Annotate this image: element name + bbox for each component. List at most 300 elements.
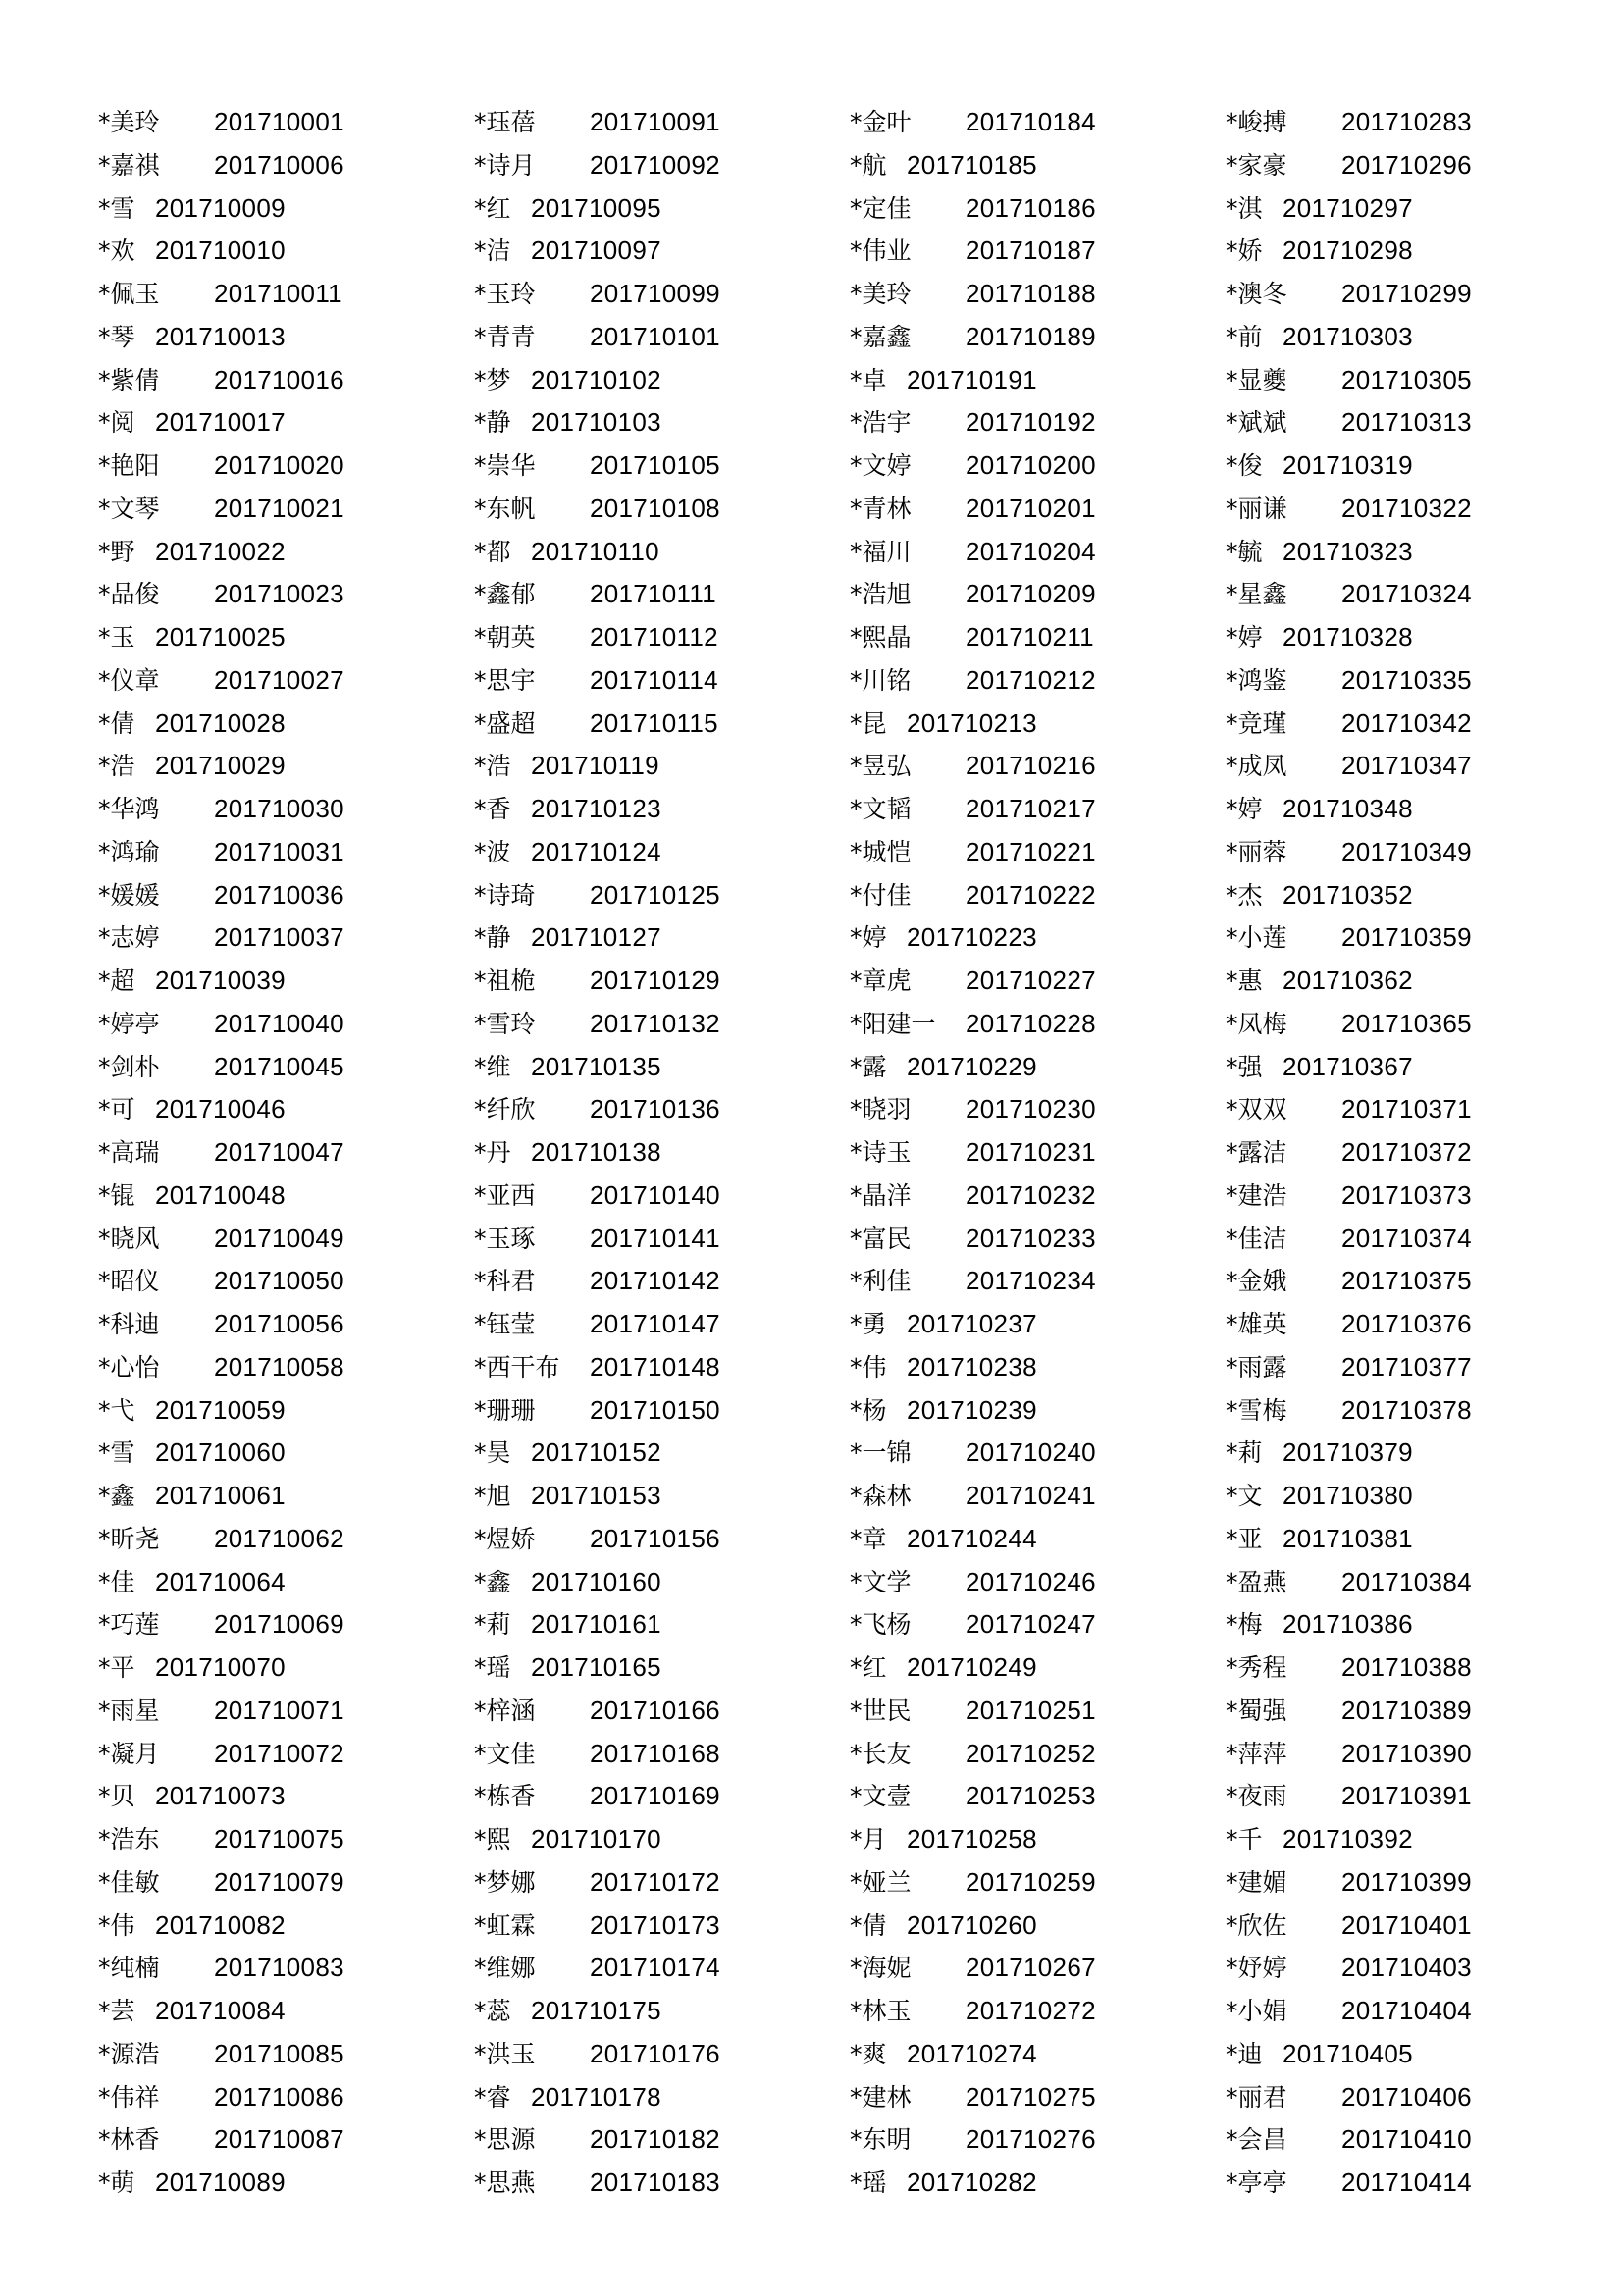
person-name: *贝 (98, 1782, 135, 1811)
person-name: *迪 (1226, 2039, 1263, 2068)
student-id: 201710217 (966, 794, 1096, 823)
person-name: *熙晶 (850, 623, 912, 652)
person-name: *丽蓉 (1226, 837, 1287, 866)
student-id: 201710274 (907, 2038, 1037, 2068)
student-id: 201710267 (966, 1953, 1096, 1983)
list-item (98, 187, 471, 231)
person-name: *诗琦 (474, 880, 536, 910)
student-id: 201710173 (590, 1909, 720, 1940)
list-item (850, 1775, 1223, 1818)
list-item (98, 2162, 471, 2205)
student-id: 201710185 (907, 149, 1037, 180)
list-item (474, 1303, 847, 1346)
student-id: 201710401 (1341, 1909, 1472, 1940)
student-id: 201710160 (531, 1566, 661, 1596)
list-item (474, 1990, 847, 2033)
person-name: *建浩 (1226, 1180, 1287, 1210)
student-id: 201710178 (531, 2081, 661, 2112)
list-item (850, 745, 1223, 788)
list-item (98, 788, 471, 831)
list-item (1226, 1475, 1598, 1518)
list-item (850, 488, 1223, 531)
list-item (98, 1775, 471, 1818)
person-name: *红 (474, 193, 511, 223)
list-item (98, 874, 471, 917)
student-id: 201710009 (155, 192, 286, 223)
person-name: *亚 (1226, 1524, 1263, 1553)
person-name: *崇华 (474, 451, 536, 480)
person-name: *雪 (98, 193, 135, 223)
student-id: 201710297 (1283, 192, 1413, 223)
list-item (850, 831, 1223, 874)
student-id: 201710092 (590, 149, 720, 180)
student-id: 201710110 (531, 536, 659, 566)
person-name: *雨星 (98, 1696, 160, 1725)
list-item (474, 1947, 847, 1990)
person-name: *千 (1226, 1825, 1263, 1853)
student-id: 201710276 (966, 2124, 1096, 2155)
person-name: *伟业 (850, 236, 912, 266)
person-name: *思宇 (474, 665, 536, 695)
list-item (850, 144, 1223, 187)
student-id: 201710389 (1341, 1695, 1472, 1725)
list-item (474, 1603, 847, 1646)
student-id: 201710184 (966, 107, 1096, 136)
person-name: *志婷 (98, 923, 160, 953)
list-item (474, 316, 847, 359)
list-item (474, 1818, 847, 1861)
student-id: 201710283 (1341, 107, 1472, 136)
list-item (98, 1218, 471, 1261)
person-name: *星鑫 (1226, 580, 1287, 609)
student-id: 201710223 (907, 922, 1037, 953)
person-name: *平 (98, 1653, 135, 1682)
person-name: *维娜 (474, 1954, 536, 1983)
person-name: *飞杨 (850, 1610, 912, 1640)
student-id: 201710168 (590, 1738, 720, 1768)
student-id: 201710135 (531, 1051, 661, 1081)
student-id: 201710392 (1283, 1824, 1413, 1853)
list-item (850, 1432, 1223, 1475)
student-id: 201710258 (907, 1824, 1037, 1853)
student-id: 201710249 (907, 1652, 1037, 1682)
person-name: *晶洋 (850, 1180, 912, 1210)
person-name: *娅兰 (850, 1867, 912, 1897)
student-id: 201710037 (214, 922, 344, 953)
person-name: *欣佐 (1226, 1910, 1287, 1940)
person-name: *朝英 (474, 623, 536, 652)
student-id: 201710023 (214, 579, 344, 609)
student-id: 201710247 (966, 1609, 1096, 1640)
student-id: 201710373 (1341, 1179, 1472, 1210)
person-name: *婷 (1226, 623, 1263, 652)
list-item (474, 1775, 847, 1818)
student-id: 201710124 (531, 836, 661, 866)
list-item (1226, 573, 1598, 616)
person-name: *惠 (1226, 966, 1263, 995)
person-name: *浩旭 (850, 580, 912, 609)
student-id: 201710017 (155, 407, 286, 438)
student-id: 201710141 (590, 1223, 720, 1253)
student-id: 201710125 (590, 879, 720, 910)
list-item (850, 1603, 1223, 1646)
person-name: *丽君 (1226, 2082, 1287, 2112)
person-name: *洪玉 (474, 2039, 536, 2068)
student-id: 201710016 (214, 364, 344, 394)
person-name: *峻搏 (1226, 108, 1287, 136)
student-id: 201710069 (214, 1609, 344, 1640)
person-name: *锟 (98, 1180, 135, 1210)
list-item (98, 1088, 471, 1131)
person-name: *诗玉 (850, 1138, 912, 1167)
list-item (98, 659, 471, 703)
student-id: 201710211 (966, 622, 1094, 652)
list-item (98, 316, 471, 359)
list-item (474, 488, 847, 531)
student-id: 201710379 (1283, 1437, 1413, 1468)
student-id: 201710048 (155, 1179, 286, 1210)
list-item (1226, 1603, 1598, 1646)
list-item (98, 1947, 471, 1990)
person-name: *双双 (1226, 1095, 1287, 1124)
student-id: 201710371 (1341, 1094, 1472, 1124)
list-item (474, 1905, 847, 1948)
student-id: 201710282 (907, 2167, 1037, 2197)
student-id: 201710352 (1283, 879, 1413, 910)
list-item (474, 874, 847, 917)
list-item (98, 1131, 471, 1174)
list-item (850, 101, 1223, 144)
person-name: *婷 (850, 923, 887, 953)
list-item (1226, 1561, 1598, 1604)
person-name: *小娟 (1226, 1997, 1287, 2025)
student-id: 201710365 (1341, 1008, 1472, 1038)
person-name: *莉 (474, 1610, 511, 1640)
list-item (474, 788, 847, 831)
person-name: *鑫 (98, 1482, 135, 1510)
person-name: *浩东 (98, 1825, 160, 1853)
person-name: *梦娜 (474, 1867, 536, 1897)
person-name: *亭亭 (1226, 2168, 1287, 2197)
list-item (474, 401, 847, 444)
student-id: 201710275 (966, 2081, 1096, 2112)
student-id: 201710209 (966, 579, 1096, 609)
student-id: 201710079 (214, 1866, 344, 1897)
list-item (850, 788, 1223, 831)
list-item (1226, 916, 1598, 960)
list-item (98, 2118, 471, 2162)
list-item (850, 1818, 1223, 1861)
student-id: 201710091 (590, 107, 720, 136)
person-name: *海妮 (850, 1954, 912, 1983)
list-item (1226, 659, 1598, 703)
person-name: *杨 (850, 1395, 887, 1425)
list-item (1226, 2033, 1598, 2076)
student-id: 201710105 (590, 450, 720, 480)
list-item (1226, 2118, 1598, 2162)
list-item (850, 1174, 1223, 1218)
person-name: *显夔 (1226, 365, 1287, 394)
student-id: 201710112 (590, 622, 718, 652)
student-id: 201710061 (155, 1481, 286, 1510)
list-item (1226, 1646, 1598, 1690)
student-id: 201710259 (966, 1866, 1096, 1897)
student-id: 201710086 (214, 2081, 344, 2112)
list-item (474, 1561, 847, 1604)
person-name: *美玲 (850, 280, 912, 308)
student-id: 201710188 (966, 279, 1096, 308)
person-name: *金叶 (850, 108, 912, 136)
person-name: *丽谦 (1226, 494, 1287, 523)
list-item (1226, 745, 1598, 788)
person-name: *弋 (98, 1395, 135, 1425)
student-id: 201710319 (1283, 450, 1413, 480)
student-id: 201710414 (1341, 2167, 1472, 2197)
list-item (98, 745, 471, 788)
student-id: 201710103 (531, 407, 661, 438)
person-name: *世民 (850, 1696, 912, 1725)
person-name: *波 (474, 837, 511, 866)
person-name: *静 (474, 923, 511, 953)
person-name: *秀程 (1226, 1653, 1287, 1682)
list-item (474, 230, 847, 273)
person-name: *盈燕 (1226, 1567, 1287, 1596)
list-item (474, 531, 847, 574)
list-item (474, 1733, 847, 1776)
student-id: 201710070 (155, 1652, 286, 1682)
list-item (474, 187, 847, 231)
list-item (850, 1646, 1223, 1690)
list-item (98, 144, 471, 187)
list-item (474, 616, 847, 659)
person-name: *佳 (98, 1567, 135, 1596)
person-name: *高瑞 (98, 1138, 160, 1167)
list-item (850, 316, 1223, 359)
student-id: 201710187 (966, 235, 1096, 266)
person-name: *福川 (850, 537, 912, 566)
student-id: 201710303 (1283, 321, 1413, 351)
student-id: 201710148 (590, 1351, 720, 1382)
student-id: 201710099 (590, 279, 720, 308)
person-name: *竞瑾 (1226, 708, 1287, 738)
person-name: *雪 (98, 1438, 135, 1468)
person-name: *小莲 (1226, 923, 1287, 953)
person-name: *玉 (98, 623, 135, 652)
student-id: 201710372 (1341, 1137, 1472, 1167)
person-name: *科君 (474, 1267, 536, 1296)
person-name: *思燕 (474, 2168, 536, 2197)
student-id: 201710182 (590, 2124, 720, 2155)
list-item (850, 401, 1223, 444)
person-name: *瑶 (850, 2168, 887, 2197)
student-id: 201710348 (1283, 794, 1413, 823)
list-item (474, 916, 847, 960)
student-id: 201710359 (1341, 922, 1472, 953)
student-id: 201710305 (1341, 364, 1472, 394)
student-id: 201710241 (966, 1481, 1096, 1510)
person-name: *丹 (474, 1138, 511, 1167)
student-id: 201710323 (1283, 536, 1413, 566)
person-name: *长友 (850, 1739, 912, 1768)
student-id: 201710027 (214, 664, 344, 695)
student-id: 201710150 (590, 1394, 720, 1425)
student-id: 201710244 (907, 1523, 1037, 1553)
person-name: *珏蓓 (474, 108, 536, 136)
person-name: *利佳 (850, 1267, 912, 1296)
list-item (1226, 273, 1598, 316)
student-id: 201710192 (966, 407, 1096, 438)
list-item (98, 1174, 471, 1218)
student-id: 201710229 (907, 1051, 1037, 1081)
person-name: *昊 (474, 1438, 511, 1468)
person-name: *文 (1226, 1482, 1263, 1510)
list-item (98, 359, 471, 402)
person-name: *文佳 (474, 1739, 536, 1768)
person-name: *佩玉 (98, 280, 160, 308)
person-name: *玉琢 (474, 1224, 536, 1253)
student-id: 201710013 (155, 321, 286, 351)
list-item (98, 1646, 471, 1690)
student-id: 201710064 (155, 1566, 286, 1596)
person-name: *雄英 (1226, 1310, 1287, 1338)
person-name: *成凤 (1226, 752, 1287, 781)
list-item (1226, 831, 1598, 874)
person-name: *美玲 (98, 108, 160, 136)
student-id: 201710084 (155, 1996, 286, 2025)
list-item (474, 1088, 847, 1131)
student-id: 201710213 (907, 707, 1037, 738)
student-id: 201710227 (966, 965, 1096, 995)
person-name: *阅 (98, 408, 135, 438)
list-item (850, 2118, 1223, 2162)
person-name: *月 (850, 1825, 887, 1853)
list-item (850, 1518, 1223, 1561)
list-item (850, 1260, 1223, 1303)
list-item (850, 1561, 1223, 1604)
person-name: *剑朴 (98, 1052, 160, 1081)
student-id: 201710172 (590, 1866, 720, 1897)
person-name: *思源 (474, 2125, 536, 2155)
list-item (474, 2033, 847, 2076)
person-name: *梦 (474, 365, 511, 394)
list-item (1226, 874, 1598, 917)
person-name: *航 (850, 150, 887, 180)
list-item (1226, 703, 1598, 746)
person-name: *静 (474, 408, 511, 438)
person-name: *文琴 (98, 494, 160, 523)
list-item (850, 2033, 1223, 2076)
person-name: *毓 (1226, 537, 1263, 566)
student-id: 201710165 (531, 1652, 661, 1682)
person-name: *鸿鉴 (1226, 665, 1287, 695)
person-name: *凤梅 (1226, 1009, 1287, 1038)
list-item (474, 2118, 847, 2162)
student-id: 201710036 (214, 879, 344, 910)
student-id: 201710011 (214, 279, 342, 308)
student-id: 201710191 (907, 364, 1037, 394)
list-item (850, 230, 1223, 273)
list-item (850, 2076, 1223, 2119)
student-id: 201710391 (1341, 1781, 1472, 1811)
student-id: 201710260 (907, 1909, 1037, 1940)
person-name: *珊珊 (474, 1395, 536, 1425)
person-name: *品俊 (98, 580, 160, 609)
list-item (850, 1733, 1223, 1776)
person-name: *文婷 (850, 451, 912, 480)
student-id: 201710252 (966, 1738, 1096, 1768)
person-name: *倩 (850, 1910, 887, 1940)
list-item (1226, 1818, 1598, 1861)
student-id: 201710296 (1341, 149, 1472, 180)
list-item (850, 1861, 1223, 1905)
list-item (474, 2162, 847, 2205)
student-id: 201710175 (531, 1996, 661, 2025)
person-name: *睿 (474, 2082, 511, 2112)
person-name: *蜀强 (1226, 1696, 1287, 1725)
list-item (1226, 1733, 1598, 1776)
list-item (474, 703, 847, 746)
student-id: 201710071 (214, 1695, 344, 1725)
list-item (850, 2162, 1223, 2205)
list-item (474, 1046, 847, 1089)
list-item (850, 1346, 1223, 1389)
person-name: *嘉祺 (98, 150, 160, 180)
student-id: 201710039 (155, 965, 286, 995)
list-item (1226, 1990, 1598, 2033)
person-name: *华鸿 (98, 795, 160, 823)
person-name: *雨露 (1226, 1352, 1287, 1382)
list-item (850, 573, 1223, 616)
list-item (98, 1518, 471, 1561)
person-name: *东明 (850, 2125, 912, 2155)
person-name: *章虎 (850, 966, 912, 995)
student-id: 201710082 (155, 1909, 286, 1940)
person-name: *前 (1226, 322, 1263, 351)
list-item (98, 1389, 471, 1433)
list-item (98, 1861, 471, 1905)
list-item (98, 273, 471, 316)
person-name: *可 (98, 1095, 135, 1124)
list-item (474, 1690, 847, 1733)
student-id: 201710072 (214, 1738, 344, 1768)
student-id: 201710001 (214, 107, 344, 136)
student-id: 201710047 (214, 1137, 344, 1167)
list-item (98, 1905, 471, 1948)
person-name: *玉玲 (474, 280, 536, 308)
student-id: 201710239 (907, 1394, 1037, 1425)
list-item (1226, 187, 1598, 231)
student-id: 201710031 (214, 836, 344, 866)
student-id: 201710136 (590, 1094, 720, 1124)
list-item (98, 1733, 471, 1776)
student-id: 201710108 (590, 493, 720, 523)
list-item (474, 359, 847, 402)
list-item (1226, 1260, 1598, 1303)
person-name: *诗月 (474, 150, 536, 180)
list-item (1226, 1518, 1598, 1561)
student-id: 201710169 (590, 1781, 720, 1811)
student-id: 201710384 (1341, 1566, 1472, 1596)
person-name: *巧莲 (98, 1610, 160, 1640)
person-name: *付佳 (850, 880, 912, 910)
list-item (98, 1432, 471, 1475)
person-name: *栋香 (474, 1782, 536, 1811)
student-id: 201710123 (531, 794, 661, 823)
person-name: *露 (850, 1052, 887, 1081)
list-item (1226, 488, 1598, 531)
list-item (474, 1003, 847, 1046)
person-name: *家豪 (1226, 150, 1287, 180)
